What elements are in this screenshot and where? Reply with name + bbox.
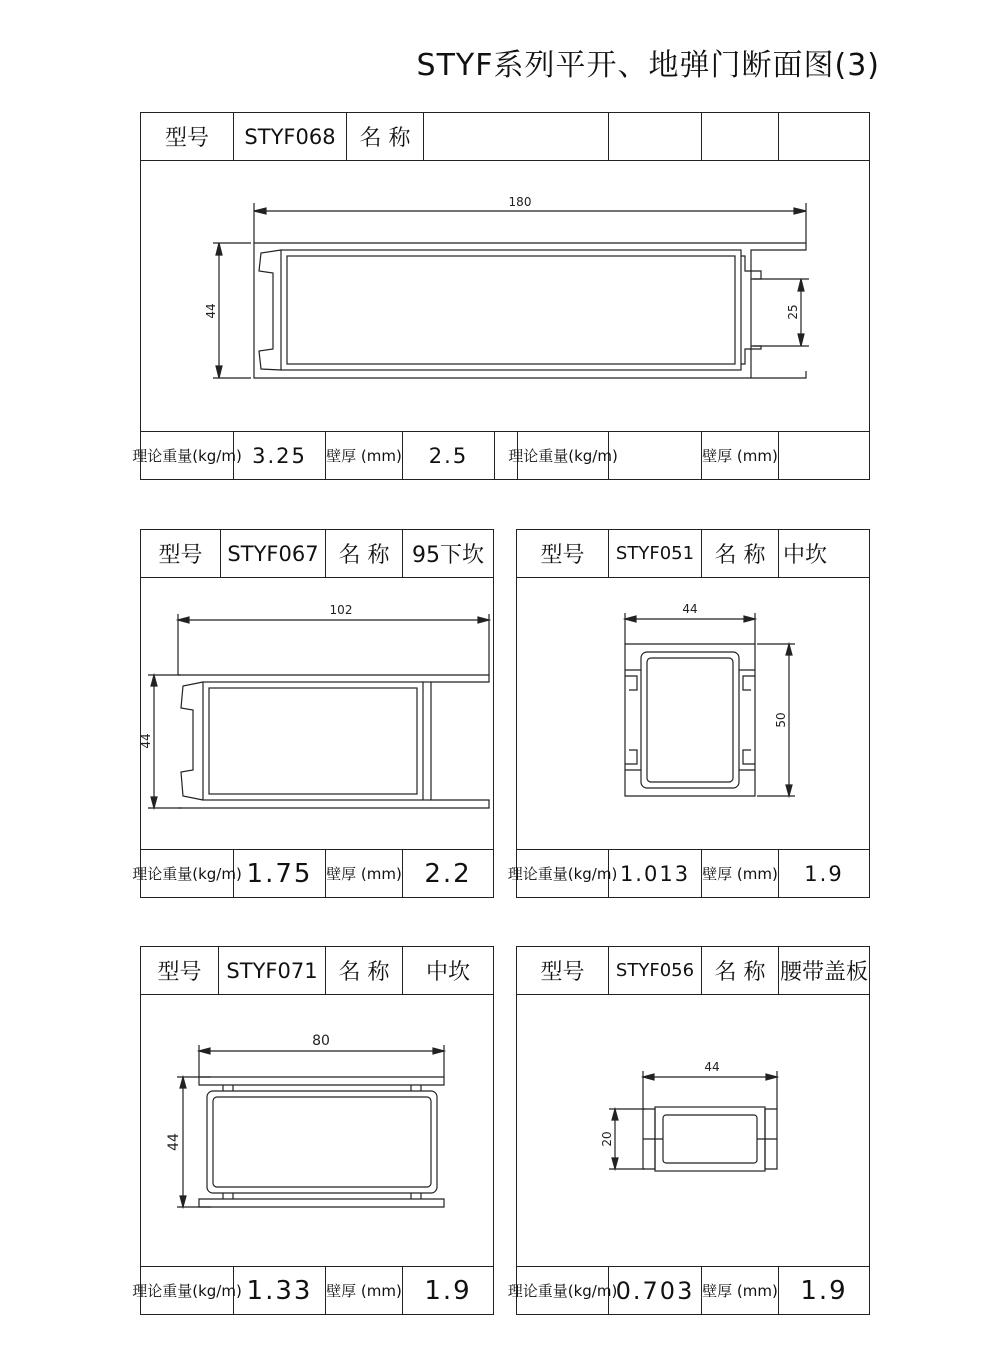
weight-label: 理论重量(kg/m)	[141, 850, 234, 897]
model-label: 型号	[141, 113, 234, 160]
model-value: STYF051	[609, 530, 702, 577]
height-dimension: 20	[600, 1131, 614, 1147]
model-value: STYF071	[219, 947, 326, 994]
profile-card-styf071	[132, 946, 494, 1315]
weight-label: 理论重量(kg/m)	[517, 850, 609, 897]
weight-label: 理论重量(kg/m)	[141, 432, 234, 479]
card-header	[517, 947, 869, 995]
page-title: STYF系列平开、地弹门断面图(3)	[416, 48, 880, 83]
thickness-value: 2.2	[424, 858, 472, 889]
card-footer	[507, 849, 869, 897]
name-value: 腰带盖板	[779, 960, 868, 985]
model-label: 型号	[141, 530, 221, 577]
weight-label: 理论重量(kg/m)	[141, 1267, 234, 1314]
height-dimension: 44	[139, 733, 153, 749]
card-footer	[132, 1266, 493, 1314]
weight-value: 1.013	[609, 850, 702, 897]
width-dimension: 80	[312, 1033, 330, 1049]
thickness-value: 1.9	[424, 1275, 472, 1306]
name-value	[424, 113, 609, 160]
weight-value: 3.25	[234, 432, 326, 479]
weight-value: 0.703	[609, 1267, 702, 1314]
profile-drawing	[141, 995, 493, 1266]
profile-card-styf056	[507, 946, 870, 1315]
thickness-value: 1.9	[800, 1275, 848, 1306]
thickness-label: 壁厚 (mm)	[702, 432, 779, 479]
width-dimension: 44	[682, 602, 698, 616]
height-dimension: 44	[166, 1133, 182, 1151]
name-label: 名 称	[702, 947, 779, 994]
weight-label: 理论重量(kg/m)	[517, 1267, 609, 1314]
name-label: 名 称	[326, 947, 403, 994]
thickness-value: 2.5	[403, 432, 495, 479]
name-label: 名 称	[326, 530, 403, 577]
thickness-label: 壁厚 (mm)	[326, 432, 403, 479]
model-value: STYF056	[609, 947, 702, 994]
weight-value	[609, 432, 702, 479]
thickness-label: 壁厚 (mm)	[326, 1267, 403, 1314]
card-footer	[132, 849, 493, 897]
profile-card-styf068	[132, 112, 870, 480]
card-header	[141, 113, 869, 161]
model-label: 型号	[517, 530, 609, 577]
name-value: 中坎	[425, 960, 470, 985]
model-value: STYF068	[234, 113, 347, 160]
thickness-value	[779, 432, 869, 479]
name-value: 中坎	[783, 543, 828, 568]
profile-card-styf051	[507, 529, 870, 898]
card-header	[517, 530, 869, 578]
slot-dimension: 25	[786, 304, 800, 320]
height-dimension: 44	[204, 303, 218, 319]
width-dimension: 180	[508, 195, 532, 209]
thickness-label: 壁厚 (mm)	[326, 850, 403, 897]
card-header	[141, 530, 493, 578]
model-label: 型号	[517, 947, 609, 994]
weight-label: 理论重量(kg/m)	[517, 432, 609, 479]
height-dimension: 50	[774, 712, 788, 728]
empty-cell	[702, 113, 779, 160]
width-dimension: 102	[329, 603, 353, 617]
name-value: 95下坎	[412, 543, 484, 568]
model-label: 型号	[141, 947, 219, 994]
thickness-label: 壁厚 (mm)	[702, 850, 779, 897]
weight-value: 1.33	[234, 1267, 326, 1314]
weight-value: 1.75	[234, 850, 326, 897]
profile-drawing	[141, 161, 869, 431]
name-label: 名 称	[347, 113, 424, 160]
profile-drawing	[517, 578, 869, 849]
profile-drawing	[141, 578, 493, 849]
card-header	[141, 947, 493, 995]
width-dimension: 44	[704, 1060, 720, 1074]
thickness-label: 壁厚 (mm)	[702, 1267, 779, 1314]
empty-cell	[609, 113, 702, 160]
model-value: STYF067	[221, 530, 326, 577]
profile-drawing	[517, 995, 869, 1266]
card-footer	[132, 431, 869, 479]
thickness-value: 1.9	[804, 861, 844, 886]
empty-cell	[779, 113, 869, 160]
card-footer	[507, 1266, 869, 1314]
profile-card-styf067	[132, 529, 494, 898]
name-label: 名 称	[702, 530, 779, 577]
